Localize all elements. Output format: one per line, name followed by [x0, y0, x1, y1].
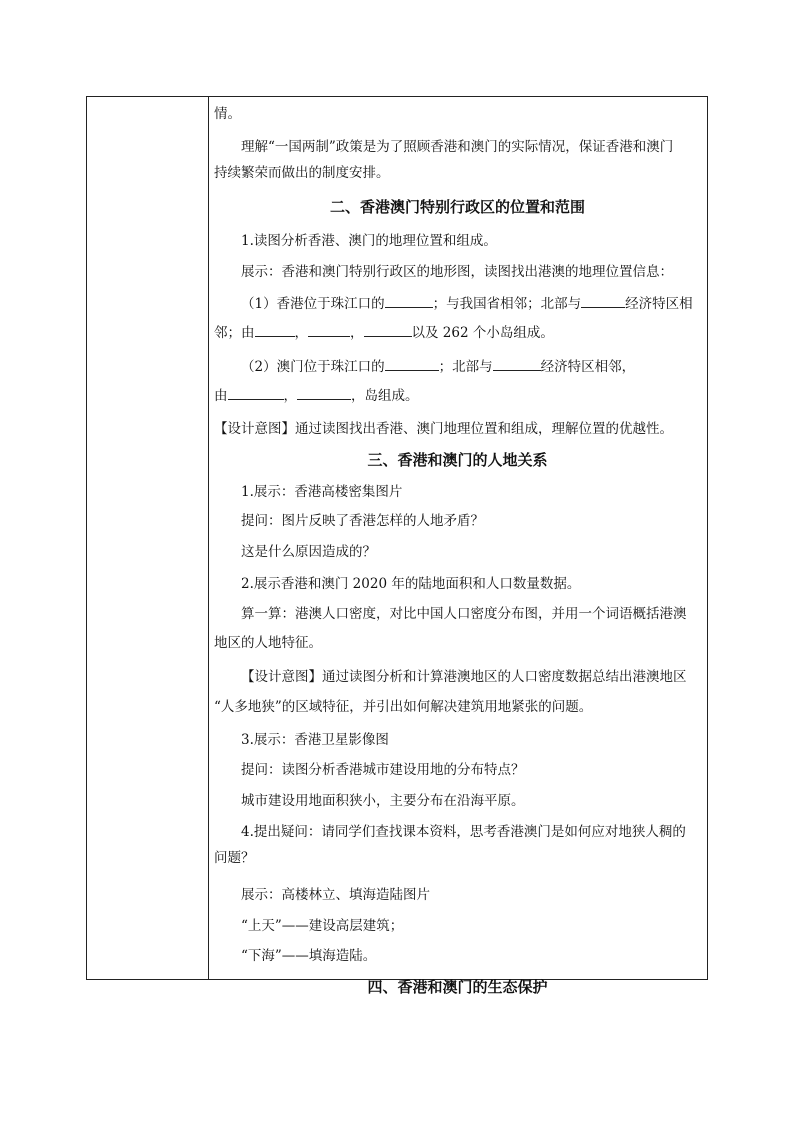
text-line: 地区的人地特征。	[214, 635, 322, 651]
section-heading-2: 二、香港澳门特别行政区的位置和范围	[329, 198, 585, 216]
text-line: 展示：高楼林立、填海造陆图片	[241, 887, 430, 903]
text-line: “上天”——建设高层建筑；	[241, 918, 404, 934]
text-line: 3.展示：香港卫星影像图	[241, 732, 389, 748]
text-line: 4.提出疑问：请同学们查找课本资料，思考香港澳门是如何应对地狭人稠的	[241, 824, 686, 840]
text-line: 情。	[214, 106, 241, 122]
section-heading-4: 四、香港和澳门的生态保护	[367, 978, 548, 996]
text-line: 算一算：港澳人口密度，对比中国人口密度分布图，并用一个词语概括港澳	[241, 606, 687, 622]
design-intent: 【设计意图】通过读图找出香港、澳门地理位置和组成，理解位置的优越性。	[214, 421, 673, 437]
text-line: 展示：香港和澳门特别行政区的地形图，读图找出港澳的地理位置信息：	[241, 264, 673, 280]
fill-blank-line: （1）香港位于珠江口的 ；与我国省相邻；北部与 经济特区相	[241, 296, 693, 312]
column-divider	[208, 97, 209, 979]
text-line: 理解“一国两制”政策是为了照顾香港和澳门的实际情况，保证香港和澳门	[241, 139, 674, 155]
fill-blank-line: 邻；由 ， ， 以及 262 个小岛组成。	[214, 325, 554, 341]
answer-blank[interactable]	[493, 358, 541, 371]
text-line: “人多地狭”的区域特征，并引出如何解决建筑用地紧张的问题。	[214, 699, 593, 715]
answer-blank[interactable]	[297, 387, 351, 400]
text-line: 2.展示香港和澳门 2020 年的陆地面积和人口数量数据。	[241, 576, 581, 592]
text-line: 问题？	[214, 850, 255, 866]
text-line: 提问：读图分析香港城市建设用地的分布特点？	[241, 762, 525, 778]
answer-blank[interactable]	[364, 324, 412, 337]
answer-blank[interactable]	[385, 358, 439, 371]
text-line: 1.展示：香港高楼密集图片	[241, 484, 403, 500]
design-intent: 【设计意图】通过读图分析和计算港澳地区的人口密度数据总结出港澳地区	[241, 669, 687, 685]
answer-blank[interactable]	[385, 295, 433, 308]
text-line: “下海”——填海造陆。	[241, 948, 377, 964]
fill-blank-line: （2）澳门位于珠江口的 ；北部与 经济特区相邻，	[241, 359, 636, 375]
answer-blank[interactable]	[255, 324, 295, 337]
text-line: 提问：图片反映了香港怎样的人地矛盾？	[241, 513, 484, 529]
section-heading-3: 三、香港和澳门的人地关系	[367, 451, 548, 469]
fill-blank-line: 由 ， ，岛组成。	[214, 388, 419, 404]
text-line: 1.读图分析香港、澳门的地理位置和组成。	[241, 233, 497, 249]
answer-blank[interactable]	[581, 295, 625, 308]
text-line: 城市建设用地面积狭小，主要分布在沿海平原。	[241, 793, 525, 809]
text-line: 这是什么原因造成的？	[241, 544, 376, 560]
lesson-table	[86, 96, 708, 996]
answer-blank[interactable]	[308, 324, 350, 337]
answer-blank[interactable]	[228, 387, 284, 400]
text-line: 持续繁荣而做出的制度安排。	[214, 165, 390, 181]
content-cell	[214, 97, 701, 996]
